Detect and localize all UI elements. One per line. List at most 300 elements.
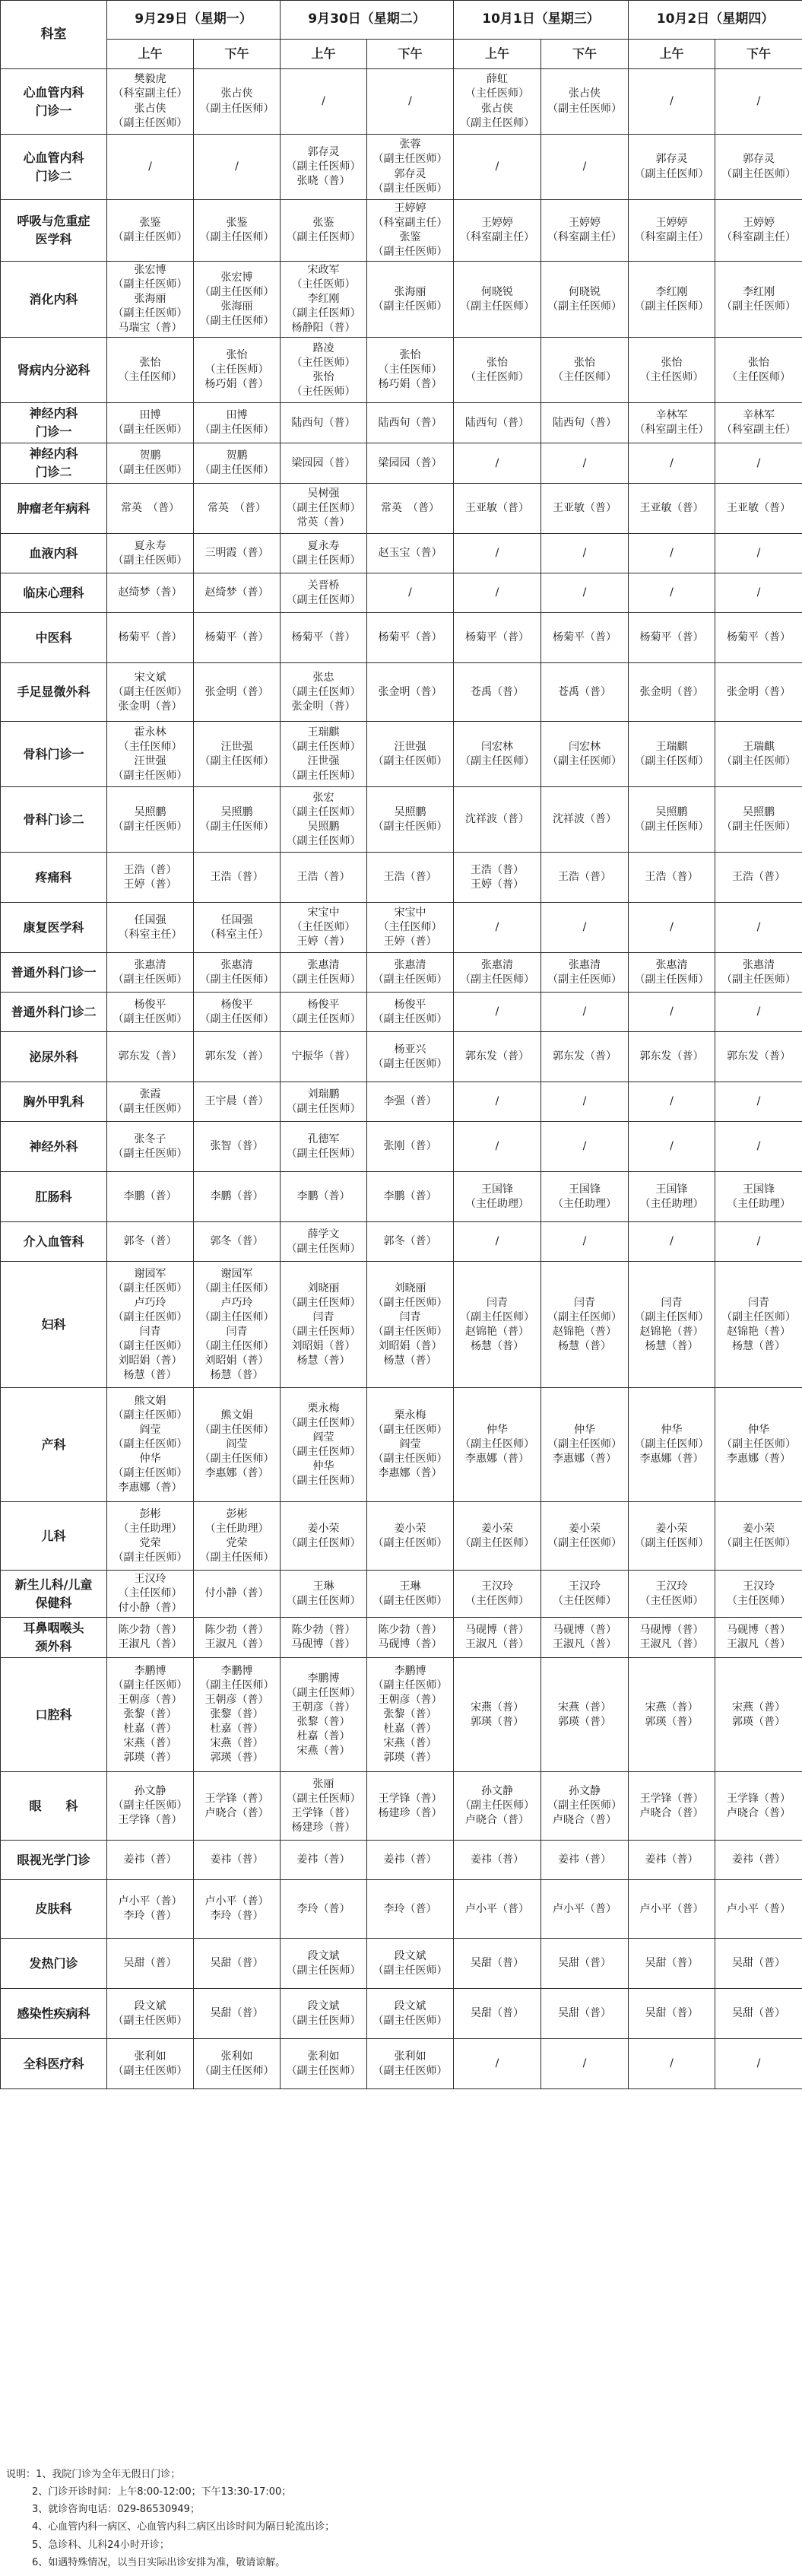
doctor-line: 樊毅虎 <box>134 73 166 86</box>
am-cell <box>107 1841 194 1880</box>
table-row <box>1 1989 802 2039</box>
doctor-line: 张惠清 <box>307 958 340 971</box>
doctor-line: 王亚敏（普） <box>727 502 791 515</box>
doctor-line: 张宏 <box>312 791 334 804</box>
pm-cell <box>367 1388 454 1502</box>
doctor-line: （副主任医师） <box>199 1551 274 1564</box>
pm-cell <box>367 403 454 443</box>
pm-cell <box>715 403 802 443</box>
doctor-line: 张海丽 <box>394 285 426 298</box>
doctor-line: 张占侠 <box>134 102 166 115</box>
doctor-line: （副主任医师） <box>199 102 274 115</box>
am-cell <box>629 200 715 262</box>
table-row <box>1 534 802 573</box>
doctor-line: 段文斌 <box>394 1999 426 2012</box>
am-cell <box>629 722 715 787</box>
doctor-line: （主任助理） <box>727 1197 791 1210</box>
doctor-line: 辛林军 <box>743 409 775 422</box>
doctor-line: （副主任医师） <box>286 1964 361 1977</box>
pm-cell <box>715 484 802 534</box>
doctor-line: （副主任医师） <box>721 1536 796 1549</box>
doctor-line: （副主任医师） <box>372 2014 448 2027</box>
dept-name <box>1 787 107 853</box>
pm-cell <box>367 338 454 403</box>
doctor-line: 张占侠 <box>569 87 601 100</box>
doctor-line: 卢晓合（普） <box>465 1814 529 1827</box>
am-cell <box>629 534 715 573</box>
table-row <box>1 1262 802 1388</box>
doctor-line: 仲华 <box>574 1424 595 1437</box>
am-cell <box>281 1841 367 1880</box>
doctor-line: （副主任医师） <box>372 153 448 166</box>
doctor-line: 常英 （普） <box>208 502 266 515</box>
doctor-line: 路凌 <box>312 341 334 354</box>
pm-cell <box>367 1618 454 1658</box>
doctor-line: 田博 <box>139 409 161 422</box>
doctor-line: 张怡 <box>139 356 161 369</box>
doctor-line: （科室副主任） <box>634 231 709 244</box>
doctor-line: 何晓锐 <box>481 285 513 298</box>
am-cell <box>281 2039 367 2089</box>
dept-name <box>1 135 107 200</box>
doctor-line: 张怡 <box>226 349 248 362</box>
dept-name-line: 胸外甲乳科 <box>23 1094 84 1109</box>
doctor-line: 付小静（普） <box>204 1587 269 1600</box>
dept-name <box>1 1222 107 1262</box>
doctor-line: 张黎（普） <box>123 1708 177 1721</box>
pm-cell <box>367 262 454 338</box>
dept-name-line: 产科 <box>41 1437 66 1452</box>
note-line: 4、心血管内科一病区、心血管内科二病区出诊时间为隔日轮流出诊； <box>32 2521 335 2533</box>
doctor-line: / <box>670 94 674 107</box>
am-cell <box>107 1502 194 1571</box>
doctor-line: / <box>582 547 587 560</box>
doctor-line: 任国强 <box>134 913 166 926</box>
am-cell <box>281 853 367 903</box>
am-cell <box>107 338 194 403</box>
doctor-line: 姜祎（普） <box>558 1853 611 1866</box>
doctor-line: 田博 <box>226 409 248 422</box>
pm-cell <box>715 338 802 403</box>
day-header-4: 10月2日（星期四） <box>629 1 802 40</box>
table-header <box>1 1 802 69</box>
doctor-line: 李鹏（普） <box>383 1190 437 1203</box>
doctor-line: （副主任医师） <box>113 820 188 833</box>
pm-cell <box>715 69 802 135</box>
doctor-line: 刘晓丽 <box>394 1282 426 1294</box>
doctor-line: （主任助理） <box>465 1197 529 1210</box>
doctor-line: 吴甜（普） <box>210 2007 264 2020</box>
table-row <box>1 403 802 443</box>
doctor-line: 贺鹏 <box>139 449 161 462</box>
dept-name-line: 临床心理科 <box>23 585 84 600</box>
doctor-line: 郭东发（普） <box>465 1050 529 1063</box>
doctor-line: 王婷婷 <box>743 217 775 230</box>
pm-cell <box>194 69 281 135</box>
doctor-line: / <box>408 586 412 599</box>
dept-name-line: 耳鼻咽喉头 <box>23 1621 84 1636</box>
doctor-line: 陈少勃（普） <box>378 1624 442 1637</box>
am-cell <box>107 1989 194 2039</box>
am-cell <box>281 484 367 534</box>
doctor-line: 马砚博（普） <box>727 1624 791 1637</box>
am-cell <box>454 1989 541 2039</box>
doctor-line: （副主任医师） <box>372 1012 448 1025</box>
doctor-line: 张利如 <box>307 2050 340 2063</box>
table-row <box>1 200 802 262</box>
doctor-line: 张忠 <box>312 671 334 684</box>
doctor-line: （副主任医师） <box>199 820 274 833</box>
dept-name <box>1 573 107 613</box>
note-line: 5、急诊科、儿科24小时开诊； <box>32 2539 170 2551</box>
am-cell <box>454 135 541 200</box>
doctor-line: 王瑞麒 <box>307 726 340 738</box>
doctor-line: 杜嘉（普） <box>383 1723 437 1736</box>
am-cell <box>281 403 367 443</box>
doctor-line: 王朝彦（普） <box>118 1694 182 1707</box>
am-cell <box>629 1618 715 1658</box>
dept-name <box>1 200 107 262</box>
doctor-line: 张占侠 <box>220 87 253 100</box>
doctor-line: 卢小平（普） <box>727 1902 791 1915</box>
pm-cell <box>194 1032 281 1082</box>
doctor-line: （主任医师） <box>204 364 269 376</box>
dept-name-line: 门诊一 <box>35 103 72 118</box>
doctor-line: 王学锋（普） <box>639 1792 704 1805</box>
table-row <box>1 953 802 993</box>
dept-name <box>1 69 107 135</box>
doctor-line: 吴照鹏 <box>220 805 253 818</box>
table-row <box>1 993 802 1032</box>
doctor-line: （科室主任） <box>204 928 269 941</box>
pm-cell <box>367 1172 454 1222</box>
doctor-line: （副主任医师） <box>286 593 361 606</box>
doctor-line: 党荣 <box>226 1536 248 1549</box>
table-row <box>1 722 802 787</box>
am-cell <box>107 1262 194 1388</box>
dept-name-line: 中医科 <box>35 630 72 645</box>
doctor-line: 郭冬（普） <box>123 1235 177 1248</box>
doctor-line: 宋文斌 <box>134 671 166 684</box>
dept-name-line: 眼 科 <box>29 1798 78 1813</box>
dept-name <box>1 1939 107 1989</box>
doctor-line: （副主任医师） <box>286 1594 361 1607</box>
doctor-line: （副主任医师） <box>199 754 274 767</box>
pm-cell <box>541 1388 629 1502</box>
doctor-line: / <box>756 456 761 469</box>
am-cell <box>454 1658 541 1772</box>
pm-cell <box>367 69 454 135</box>
doctor-line: 闫宏林 <box>481 740 513 753</box>
pm-cell <box>194 262 281 338</box>
doctor-line: 郭瑛（普） <box>123 1752 177 1764</box>
doctor-line: 李红刚 <box>655 285 688 298</box>
pm-cell <box>367 443 454 484</box>
pm-cell <box>194 443 281 484</box>
doctor-line: / <box>148 160 152 173</box>
doctor-line: 郭存灵 <box>743 153 775 166</box>
am-cell <box>281 1772 367 1841</box>
doctor-line: （副主任医师） <box>372 1296 448 1309</box>
doctor-line: 彭彬 <box>139 1507 161 1520</box>
pm-cell <box>715 1388 802 1502</box>
doctor-line: / <box>322 94 325 107</box>
dept-name <box>1 853 107 903</box>
doctor-line: 姜祎（普） <box>471 1853 524 1866</box>
doctor-line: （主任医师） <box>291 385 356 398</box>
am-cell <box>629 1939 715 1989</box>
am-header: 上午 <box>281 40 367 69</box>
dept-name <box>1 1618 107 1658</box>
doctor-line: （副主任医师） <box>199 1282 274 1294</box>
table-row <box>1 2039 802 2089</box>
doctor-line: 杨菊平（普） <box>465 631 529 644</box>
doctor-line: 孔德军 <box>307 1132 340 1145</box>
doctor-line: 马砚博（普） <box>378 1638 442 1651</box>
doctor-line: / <box>670 586 674 599</box>
table-row <box>1 787 802 853</box>
doctor-line: 卢晓合（普） <box>727 1806 791 1819</box>
doctor-line: 吴甜（普） <box>471 2007 524 2020</box>
doctor-line: （科室副主任） <box>721 231 796 244</box>
doctor-line: 吴甜（普） <box>471 1957 524 1970</box>
am-cell <box>454 1772 541 1841</box>
doctor-line: 关晋桥 <box>307 579 340 592</box>
doctor-line: 杨慧（普） <box>123 1368 177 1381</box>
am-cell <box>107 903 194 953</box>
doctor-line: （副主任医师） <box>113 1438 188 1451</box>
pm-cell <box>541 1032 629 1082</box>
am-cell <box>454 1939 541 1989</box>
am-cell <box>629 573 715 613</box>
doctor-line: 段文斌 <box>134 1999 166 2012</box>
doctor-line: / <box>670 1235 674 1248</box>
doctor-line: 张黎（普） <box>296 1715 350 1728</box>
doctor-line: 王淑凡（普） <box>204 1638 269 1651</box>
pm-cell <box>194 534 281 573</box>
dept-name-line: 口腔科 <box>35 1707 72 1722</box>
doctor-line: 李鹏博 <box>307 1672 340 1685</box>
doctor-line: 闫青 <box>226 1325 248 1338</box>
pm-cell <box>367 573 454 613</box>
dept-name-line: 妇科 <box>41 1317 66 1332</box>
pm-cell <box>541 953 629 993</box>
dept-name <box>1 2039 107 2089</box>
doctor-line: 彭彬 <box>226 1507 248 1520</box>
am-cell <box>629 1032 715 1082</box>
doctor-line: 吴甜（普） <box>645 1957 699 1970</box>
am-header: 上午 <box>107 40 194 69</box>
doctor-line: / <box>670 547 674 560</box>
doctor-line: 王学锋（普） <box>378 1792 442 1805</box>
doctor-line: （副主任医师） <box>372 1057 448 1070</box>
doctor-line: 张惠清 <box>743 958 775 971</box>
dept-name-line: 骨科门诊一 <box>23 746 84 761</box>
doctor-line: 杨俊平 <box>307 998 340 1011</box>
doctor-line: 杨菊平（普） <box>553 631 617 644</box>
doctor-line: （副主任医师） <box>372 820 448 833</box>
doctor-line: 宋燕（普） <box>558 1701 611 1714</box>
doctor-line: 闫青 <box>399 1310 421 1323</box>
am-cell <box>281 1880 367 1939</box>
doctor-line: （科室主任） <box>118 928 182 941</box>
am-cell <box>107 1658 194 1772</box>
doctor-line: （副主任医师） <box>547 973 622 986</box>
doctor-line: 汪世强 <box>307 754 340 767</box>
pm-cell <box>367 1841 454 1880</box>
doctor-line: 李惠娜（普） <box>204 1467 269 1480</box>
doctor-line: 王浩（普） <box>210 871 264 884</box>
pm-cell <box>715 787 802 853</box>
doctor-line: / <box>495 2057 499 2070</box>
doctor-line: （副主任医师） <box>460 973 534 986</box>
pm-cell <box>194 953 281 993</box>
pm-cell <box>194 1502 281 1571</box>
doctor-line: （副主任医师） <box>199 231 274 244</box>
am-cell <box>629 1841 715 1880</box>
doctor-line: 姜祎（普） <box>296 1853 350 1866</box>
am-cell <box>454 484 541 534</box>
doctor-line: （副主任医师） <box>113 769 188 782</box>
am-cell <box>629 1772 715 1841</box>
doctor-line: 王宇晨（普） <box>204 1095 269 1108</box>
doctor-line: （主任医师） <box>639 1594 704 1607</box>
doctor-line: 郭东发（普） <box>553 1050 617 1063</box>
pm-cell <box>541 853 629 903</box>
doctor-line: 吴照鹏 <box>655 805 688 818</box>
doctor-line: （副主任医师） <box>199 1453 274 1466</box>
doctor-line: 刘昭娟（普） <box>118 1354 182 1367</box>
am-cell <box>454 903 541 953</box>
dept-name <box>1 993 107 1032</box>
am-cell <box>107 573 194 613</box>
dept-name-line: 发热门诊 <box>29 1955 78 1971</box>
doctor-line: 吴照鹏 <box>394 805 426 818</box>
am-cell <box>107 1772 194 1841</box>
pm-cell <box>194 722 281 787</box>
doctor-line: 张怡 <box>661 356 683 369</box>
pm-cell <box>194 613 281 663</box>
doctor-line: 张金明（普） <box>291 700 356 713</box>
doctor-line: （副主任医师） <box>372 1679 448 1692</box>
doctor-line: （副主任医师） <box>199 1424 274 1437</box>
dept-name-line: 普通外科门诊一 <box>11 964 97 980</box>
doctor-line: （科室副主任） <box>460 231 534 244</box>
doctor-line: （主任助理） <box>553 1197 617 1210</box>
doctor-line: 卢晓合（普） <box>204 1806 269 1819</box>
doctor-line: （副主任医师） <box>286 1102 361 1115</box>
pm-cell <box>715 573 802 613</box>
doctor-line: 王婷（普） <box>383 935 437 948</box>
dept-name <box>1 1658 107 1772</box>
table-row <box>1 135 802 200</box>
doctor-line: 熊文娟 <box>134 1395 166 1408</box>
doctor-line: 张鉴 <box>399 231 421 244</box>
doctor-line: （副主任医师） <box>634 754 709 767</box>
doctor-line: / <box>582 1235 587 1248</box>
doctor-line: （副主任医师） <box>113 1282 188 1294</box>
pm-cell <box>541 2039 629 2089</box>
am-cell <box>281 1122 367 1172</box>
table-row <box>1 1222 802 1262</box>
table-row <box>1 1122 802 1172</box>
pm-cell <box>194 2039 281 2089</box>
pm-cell <box>715 853 802 903</box>
dept-name-line: 消化内科 <box>29 291 78 307</box>
doctor-line: 段文斌 <box>307 1999 340 2012</box>
pm-cell <box>194 403 281 443</box>
pm-cell <box>194 1082 281 1122</box>
dept-name-line: 神经外科 <box>29 1139 78 1154</box>
table-row <box>1 1841 802 1880</box>
doctor-line: 卢小平（普） <box>639 1902 704 1915</box>
doctor-line: （副主任医师） <box>199 973 274 986</box>
doctor-line: 王汉玲 <box>743 1580 775 1593</box>
doctor-line: 汪世强 <box>134 754 166 767</box>
doctor-line: 宋燕（普） <box>383 1737 437 1750</box>
doctor-line: （副主任医师） <box>460 1799 534 1812</box>
doctor-line: 段文斌 <box>307 1949 340 1962</box>
doctor-line: （主任医师） <box>118 1587 182 1600</box>
doctor-line: / <box>495 1095 499 1108</box>
pm-cell <box>367 853 454 903</box>
doctor-line: 薛虹 <box>487 73 508 86</box>
dept-name <box>1 338 107 403</box>
doctor-line: 张怡 <box>312 370 334 383</box>
doctor-line: （副主任医师） <box>286 1012 361 1025</box>
note-line: 3、就诊咨询电话：029-86530949； <box>32 2504 200 2516</box>
pm-cell <box>367 2039 454 2089</box>
doctor-line: 赵绮梦（普） <box>204 586 269 599</box>
am-cell <box>281 69 367 135</box>
doctor-line: 薛学文 <box>307 1228 340 1240</box>
pm-cell <box>541 1122 629 1172</box>
doctor-line: 郭瑛（普） <box>558 1715 611 1728</box>
dept-name <box>1 663 107 722</box>
doctor-line: （副主任医师） <box>286 973 361 986</box>
doctor-line: 仲华 <box>661 1424 683 1437</box>
doctor-line: （副主任医师） <box>113 973 188 986</box>
am-cell <box>629 853 715 903</box>
doctor-line: 杨俊平 <box>134 998 166 1011</box>
am-cell <box>107 534 194 573</box>
dept-name <box>1 722 107 787</box>
pm-cell <box>194 1262 281 1388</box>
doctor-line: 孙文静 <box>569 1785 601 1798</box>
doctor-line: （副主任医师） <box>286 554 361 567</box>
doctor-line: / <box>670 921 674 934</box>
pm-cell <box>541 1989 629 2039</box>
pm-cell <box>541 1880 629 1939</box>
doctor-line: 张金明（普） <box>378 685 442 698</box>
am-cell <box>281 534 367 573</box>
doctor-line: 郭东发（普） <box>118 1050 182 1063</box>
pm-cell <box>715 1082 802 1122</box>
dept-name-line: 心血管内科 <box>23 84 84 100</box>
doctor-line: 王婷（普） <box>296 935 350 948</box>
dept-name <box>1 1388 107 1502</box>
doctor-line: 杨慧（普） <box>296 1354 350 1367</box>
doctor-line: 杨慧（普） <box>210 1368 264 1381</box>
doctor-line: （主任医师） <box>291 278 356 291</box>
doctor-line: 吴甜（普） <box>732 2007 785 2020</box>
doctor-line: 党荣 <box>139 1536 161 1549</box>
pm-cell <box>194 338 281 403</box>
dept-name <box>1 262 107 338</box>
doctor-line: 王琳 <box>399 1580 421 1593</box>
doctor-line: 吴照鹏 <box>134 805 166 818</box>
doctor-line: 郭瑛（普） <box>383 1752 437 1764</box>
